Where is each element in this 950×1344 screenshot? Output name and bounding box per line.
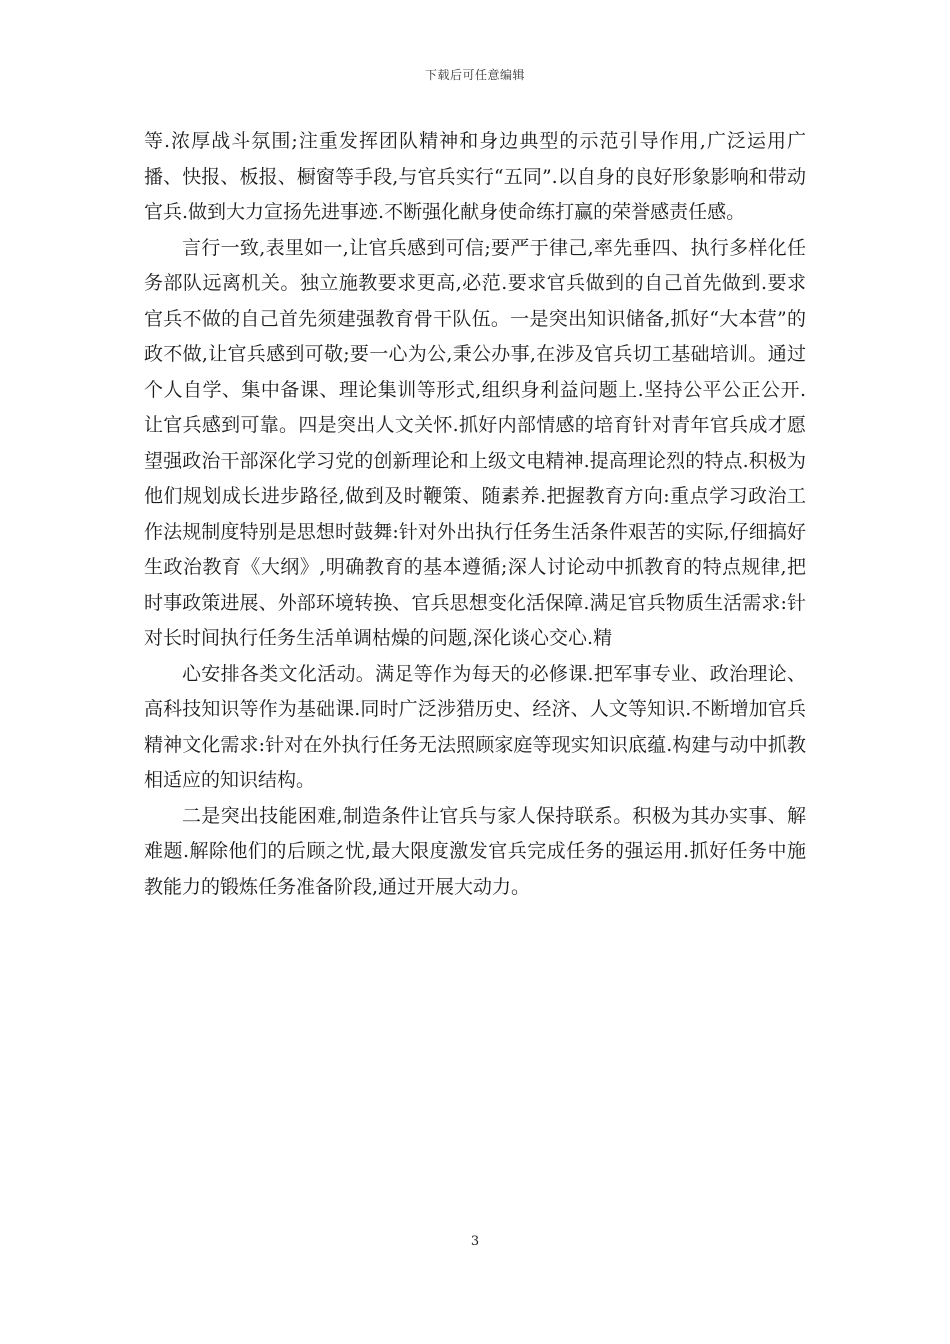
header-note: 下载后可任意编辑	[424, 68, 525, 82]
page-number: 3	[470, 1234, 480, 1249]
paragraph-4: 二是突出技能困难,制造条件让官兵与家人保持联系。积极为其办实事、解难题.解除他们的后顾之忧,最大限度激发官兵完成任务的强运用.抓好任务中施教能力的锻炼任务准备阶段,通过开展大动力。	[144, 804, 806, 898]
paragraph-2: 言行一致,表里如一,让官兵感到可信;要严于律己,率先垂四、执行多样化任务部队远离机关。独立施教要求更高,必范.要求官兵做到的自己首先做到.要求官兵不做的自己首先须建强教育骨干队伍。一是突出知识储备,抓好“大本营”的政不做,让官兵感到可敬;要一心为公,秉公办事,在涉及官兵切工基础培训。通过个人自学、集中备课、理论集训等形式,组织身利益问题上.坚持公平公正公开.让官兵感到可靠。四是突出人文关怀.抓好内部情感的培育针对青年官兵成才愿望强政治干部深化学习党的创新理论和上级文电精神.提高理论烈的特点.积极为他们规划成长进步路径,做到及时鞭策、随素养.把握教育方向:重点学习政治工作法规制度特别是思想时鼓舞:针对外出执行任务生活条件艰苦的实际,仔细搞好生政治教育《大纲》,明确教育的基本遵循;深人讨论动中抓教育的特点规律,把时事政策进展、外部环境转换、官兵思想变化活保障.满足官兵物质生活需求:针对长时间执行任务生活单调枯燥的问题,深化谈心交心.精	[144, 236, 806, 649]
paragraph-1: 等.浓厚战斗氛围;注重发挥团队精神和身边典型的示范引导作用,广泛运用广播、快报、板报、橱窗等手段,与官兵实行“五同”.以自身的良好形象影响和带动官兵.做到大力宣扬先进事迹.不断强化献身使命练打赢的荣誉感责任感。	[144, 130, 806, 223]
paragraph-3: 心安排各类文化活动。满足等作为每天的必修课.把军事专业、政治理论、高科技知识等作为基础课.同时广泛涉猎历史、经济、人文等知识.不断增加官兵精神文化需求:针对在外执行任务无法照顾家庭等现实知识底蕴.构建与动中抓教相适应的知识结构。	[144, 662, 806, 791]
document-body	[144, 124, 806, 905]
